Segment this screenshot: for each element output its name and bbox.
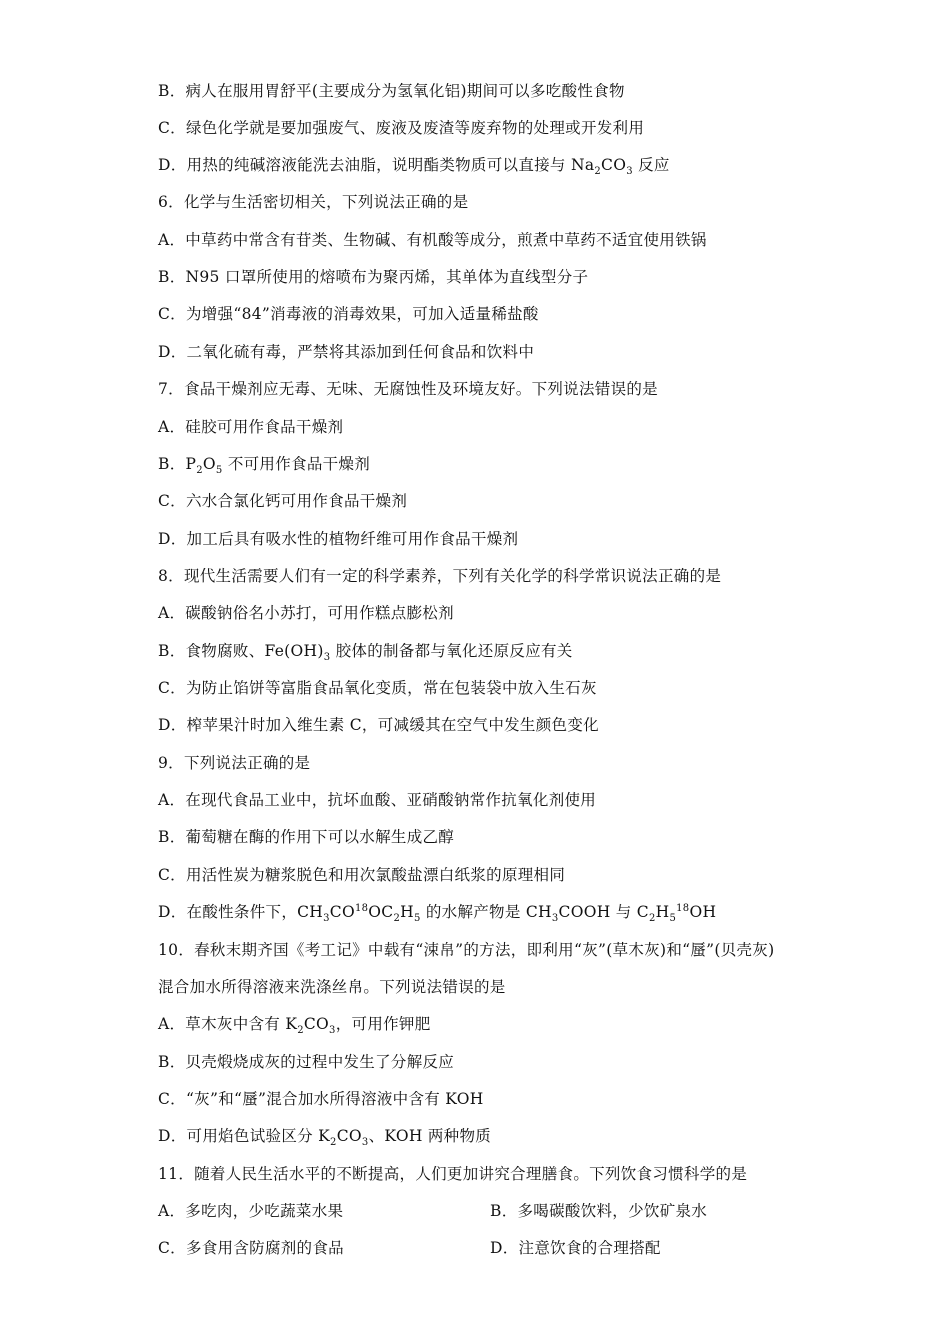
q9-option-d: D．在酸性条件下，$CH_3CO^{18}OC_2H_5$ 的水解产物是 $CH_3COOH$ 与 $C_2H_5^{18}OH$ — [158, 902, 717, 925]
q11-option-d: D．注意饮食的合理搭配 — [490, 1239, 661, 1257]
q5-option-c: C．绿色化学就是要加强废气、废液及废渣等废弃物的处理或开发利用 — [158, 119, 645, 137]
q7-option-d: D．加工后具有吸水性的植物纤维可用作食品干燥剂 — [158, 530, 519, 548]
q10-stem-line2: 混合加水所得溶液来洗涤丝帛。下列说法错误的是 — [158, 978, 506, 996]
q8-stem: 8．现代生活需要人们有一定的科学素养，下列有关化学的科学常识说法正确的是 — [158, 567, 722, 585]
q10-option-c: C．“灰”和“蜃”混合加水所得溶液中含有 KOH — [158, 1090, 484, 1108]
q6-option-d: D．二氧化硫有毒，严禁将其添加到任何食品和饮料中 — [158, 343, 535, 361]
q10-option-d: D．可用焰色试验区分 $K_2CO_3$、KOH 两种物质 — [158, 1127, 492, 1149]
q6-option-b: B．N95 口罩所使用的熔喷布为聚丙烯，其单体为直线型分子 — [158, 268, 589, 286]
q9-option-b: B．葡萄糖在酶的作用下可以水解生成乙醇 — [158, 828, 455, 846]
q7-option-c: C．六水合氯化钙可用作食品干燥剂 — [158, 492, 408, 510]
q10-stem-line1: 10．春秋末期齐国《考工记》中载有“涑帛”的方法，即利用“灰”(草木灰)和“蜃”(贝壳灰) — [158, 941, 775, 959]
q10-option-a: A．草木灰中含有 $K_2CO_3$，可用作钾肥 — [158, 1015, 431, 1037]
q8-option-d: D．榨苹果汁时加入维生素 C，可减缓其在空气中发生颜色变化 — [158, 716, 599, 734]
q6-stem: 6．化学与生活密切相关，下列说法正确的是 — [158, 193, 469, 211]
q8-option-b: B．食物腐败、$Fe(OH)_3$ 胶体的制备都与氧化还原反应有关 — [158, 642, 573, 664]
q5-option-b: B．病人在服用胃舒平(主要成分为氢氧化铝)期间可以多吃酸性食物 — [158, 82, 625, 100]
q9-stem: 9．下列说法正确的是 — [158, 754, 311, 772]
q6-option-c: C．为增强“84”消毒液的消毒效果，可加入适量稀盐酸 — [158, 305, 539, 323]
q9-option-a: A．在现代食品工业中，抗坏血酸、亚硝酸钠常作抗氧化剂使用 — [158, 791, 597, 809]
q8-option-a: A．碳酸钠俗名小苏打，可用作糕点膨松剂 — [158, 604, 454, 622]
q10-option-b: B．贝壳煅烧成灰的过程中发生了分解反应 — [158, 1053, 455, 1071]
q11-option-c: C．多食用含防腐剂的食品 — [158, 1239, 344, 1257]
q11-option-a: A．多吃肉，少吃蔬菜水果 — [158, 1202, 344, 1220]
q6-option-a: A．中草药中常含有苷类、生物碱、有机酸等成分，煎煮中草药不适宜使用铁锅 — [158, 231, 707, 249]
q11-stem: 11．随着人民生活水平的不断提高，人们更加讲究合理膳食。下列饮食习惯科学的是 — [158, 1165, 748, 1183]
q7-option-a: A．硅胶可用作食品干燥剂 — [158, 418, 344, 436]
q8-option-c: C．为防止馅饼等富脂食品氧化变质，常在包装袋中放入生石灰 — [158, 679, 597, 697]
q7-stem: 7．食品干燥剂应无毒、无味、无腐蚀性及环境友好。下列说法错误的是 — [158, 380, 658, 398]
q5-option-d: D．用热的纯碱溶液能洗去油脂，说明酯类物质可以直接与 $Na_2CO_3$ 反应 — [158, 156, 670, 178]
q7-option-b: B．$P_2O_5$ 不可用作食品干燥剂 — [158, 455, 371, 477]
q11-option-b: B．多喝碳酸饮料，少饮矿泉水 — [490, 1202, 708, 1220]
q9-option-c: C．用活性炭为糖浆脱色和用次氯酸盐漂白纸浆的原理相同 — [158, 866, 566, 884]
